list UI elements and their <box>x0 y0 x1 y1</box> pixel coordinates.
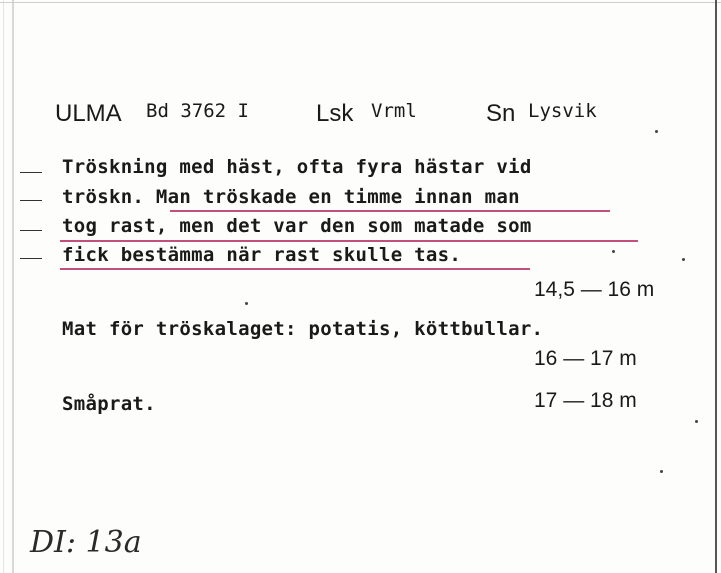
sn-value: Lysvik <box>528 100 597 122</box>
meal-line: Mat för tröskalaget: potatis, köttbullar. <box>62 318 544 340</box>
underline-3 <box>60 268 530 270</box>
margin-dash <box>20 172 42 173</box>
time-range-1: 14,5 — 16 m <box>534 278 655 301</box>
speckle <box>682 258 685 261</box>
card-edge-left <box>12 0 14 573</box>
text-line-2: tröskn. Man tröskade en timme innan man <box>62 186 520 208</box>
speckle <box>695 420 698 423</box>
card-edge-top <box>0 2 721 3</box>
card-edge-right <box>715 0 717 573</box>
speckle <box>655 130 658 133</box>
margin-dash <box>20 258 42 259</box>
time-range-3: 17 — 18 m <box>534 389 637 412</box>
card-edge-left-outer <box>3 0 4 573</box>
text-line-1: Tröskning med häst, ofta fyra hästar vid <box>62 156 532 178</box>
archive-name: ULMA <box>55 100 122 127</box>
text-line-4: fick bestämma när rast skulle tas. <box>62 244 462 266</box>
margin-dash <box>20 230 42 231</box>
text-line-3: tog rast, men det var den som matade som <box>62 215 532 237</box>
time-range-2: 16 — 17 m <box>534 347 637 370</box>
handwritten-signature: DI: 13a <box>30 525 142 560</box>
speckle <box>245 302 248 305</box>
smaprat-line: Småprat. <box>62 393 156 415</box>
lsk-label: Lsk <box>316 100 354 127</box>
margin-dash <box>20 200 42 201</box>
sn-label: Sn <box>486 100 516 127</box>
record-number: Bd 3762 I <box>146 100 249 122</box>
lsk-value: Vrml <box>371 100 417 122</box>
speckle <box>612 250 615 253</box>
underline-2 <box>60 240 638 242</box>
speckle <box>660 470 663 473</box>
underline-1 <box>170 210 610 212</box>
